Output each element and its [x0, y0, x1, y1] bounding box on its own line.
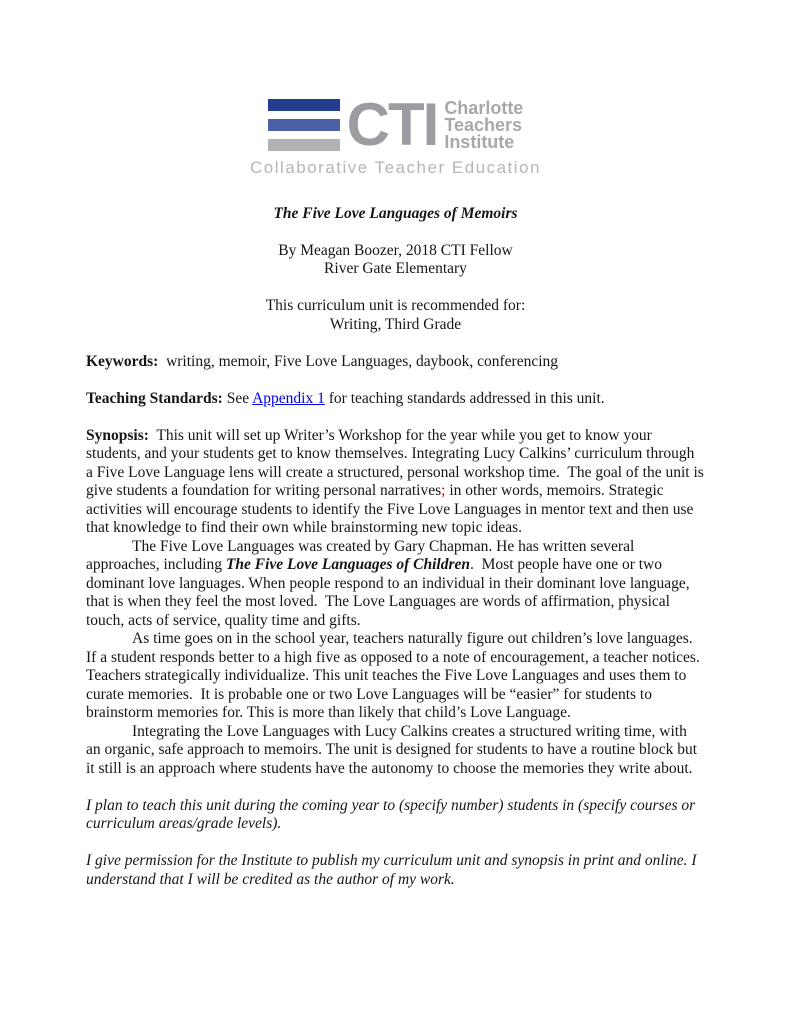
- standards-pre-text: See: [222, 389, 253, 407]
- closing-statements: [86, 797, 705, 890]
- text-segment: in other words, memoirs. Strategic activities will encourage students to identify the Five Love Languages in mentor text and then use that knowledge to find their own while brainstorming new topic ideas.: [86, 482, 698, 536]
- logo-tagline: Collaborative Teacher Education: [250, 158, 541, 177]
- logo-bar-middle: [268, 119, 340, 131]
- red-semicolon: ;: [441, 482, 446, 499]
- teaching-standards-line: [86, 390, 705, 409]
- text-segment: As time goes on in the school year, teachers naturally figure out children’s love languages. If a student responds better to a high five as opposed to a note of encouragement, a teacher notices. Teachers strategically individualize. This unit teaches the Five Love Languages and uses them to curate memories. It is probable one or two Love Languages will be “easier” for students to brainstorm memories for. This is more than likely that child’s Love Language.: [86, 630, 704, 721]
- keywords-value: writing, memoir, Five Love Languages, daybook, conferencing: [158, 352, 559, 370]
- teaching-standards-label: Teaching Standards:: [86, 389, 223, 407]
- closing-paragraph: I plan to teach this unit during the coming year to (specify number) students in (specify courses or curriculum areas/grade levels).: [86, 796, 700, 832]
- body-paragraph: [86, 723, 705, 779]
- recommended-for: Writing, Third Grade: [329, 315, 462, 333]
- synopsis-body: [86, 426, 708, 779]
- logo-bar-bottom: [268, 139, 340, 151]
- unit-title: The Five Love Languages of Memoirs: [273, 204, 518, 222]
- school-name: River Gate Elementary: [324, 260, 467, 277]
- text-segment: Synopsis:: [86, 426, 149, 444]
- body-paragraph: [86, 630, 705, 723]
- recommended-intro: This curriculum unit is recommended for:: [265, 297, 526, 314]
- logo-bar-top: [268, 99, 340, 111]
- cti-logo: [86, 91, 705, 178]
- text-segment: . Most people have one or two dominant love languages. When people respond to an individual in their dominant love language, that is when they feel the most loved. The Love Languages are words of affirmation, physical touch, acts of service, quality time and gifts.: [86, 556, 694, 629]
- body-paragraph: [86, 426, 708, 538]
- text-segment: Integrating the Love Languages with Lucy Calkins creates a structured writing time, with an organic, safe approach to memoirs. The unit is designed for students to have a routine block but it still is an approach where students have the autonomy to choose the memories they write about.: [86, 722, 701, 777]
- logo-name-line-2: Teachers: [444, 114, 523, 135]
- cti-logo-mark: [86, 91, 705, 158]
- author-byline: By Meagan Boozer, 2018 CTI Fellow: [278, 241, 513, 259]
- closing-paragraph: I give permission for the Institute to publish my curriculum unit and synopsis in print and online. I understand that I will be credited as the author of my work.: [86, 852, 701, 888]
- appendix-link[interactable]: Appendix 1: [252, 389, 325, 407]
- text-segment: The Five Love Languages was created by Gary Chapman. He has written several approaches, including: [86, 537, 639, 573]
- logo-bars: [268, 99, 340, 151]
- logo-name-line-3: Institute: [444, 131, 515, 152]
- logo-acronym: CTI: [346, 91, 438, 158]
- body-paragraph: [86, 538, 705, 631]
- text-segment: The Five Love Languages of Children: [225, 556, 471, 573]
- keywords-line: [86, 353, 705, 372]
- logo-institute-name: [444, 97, 524, 152]
- logo-name-line-1: Charlotte: [444, 97, 524, 118]
- keywords-label: Keywords:: [86, 352, 159, 370]
- text-segment: This unit will set up Writer’s Workshop for the year while you get to know your students, and your students get to know themselves. Integrating Lucy Calkins’ curriculum through a Five Love Language lens will create a structured, personal workshop time. The goal of the unit is give students a foundation for writing personal narratives: [86, 426, 708, 499]
- standards-post-text: for teaching standards addressed in this unit.: [324, 389, 605, 407]
